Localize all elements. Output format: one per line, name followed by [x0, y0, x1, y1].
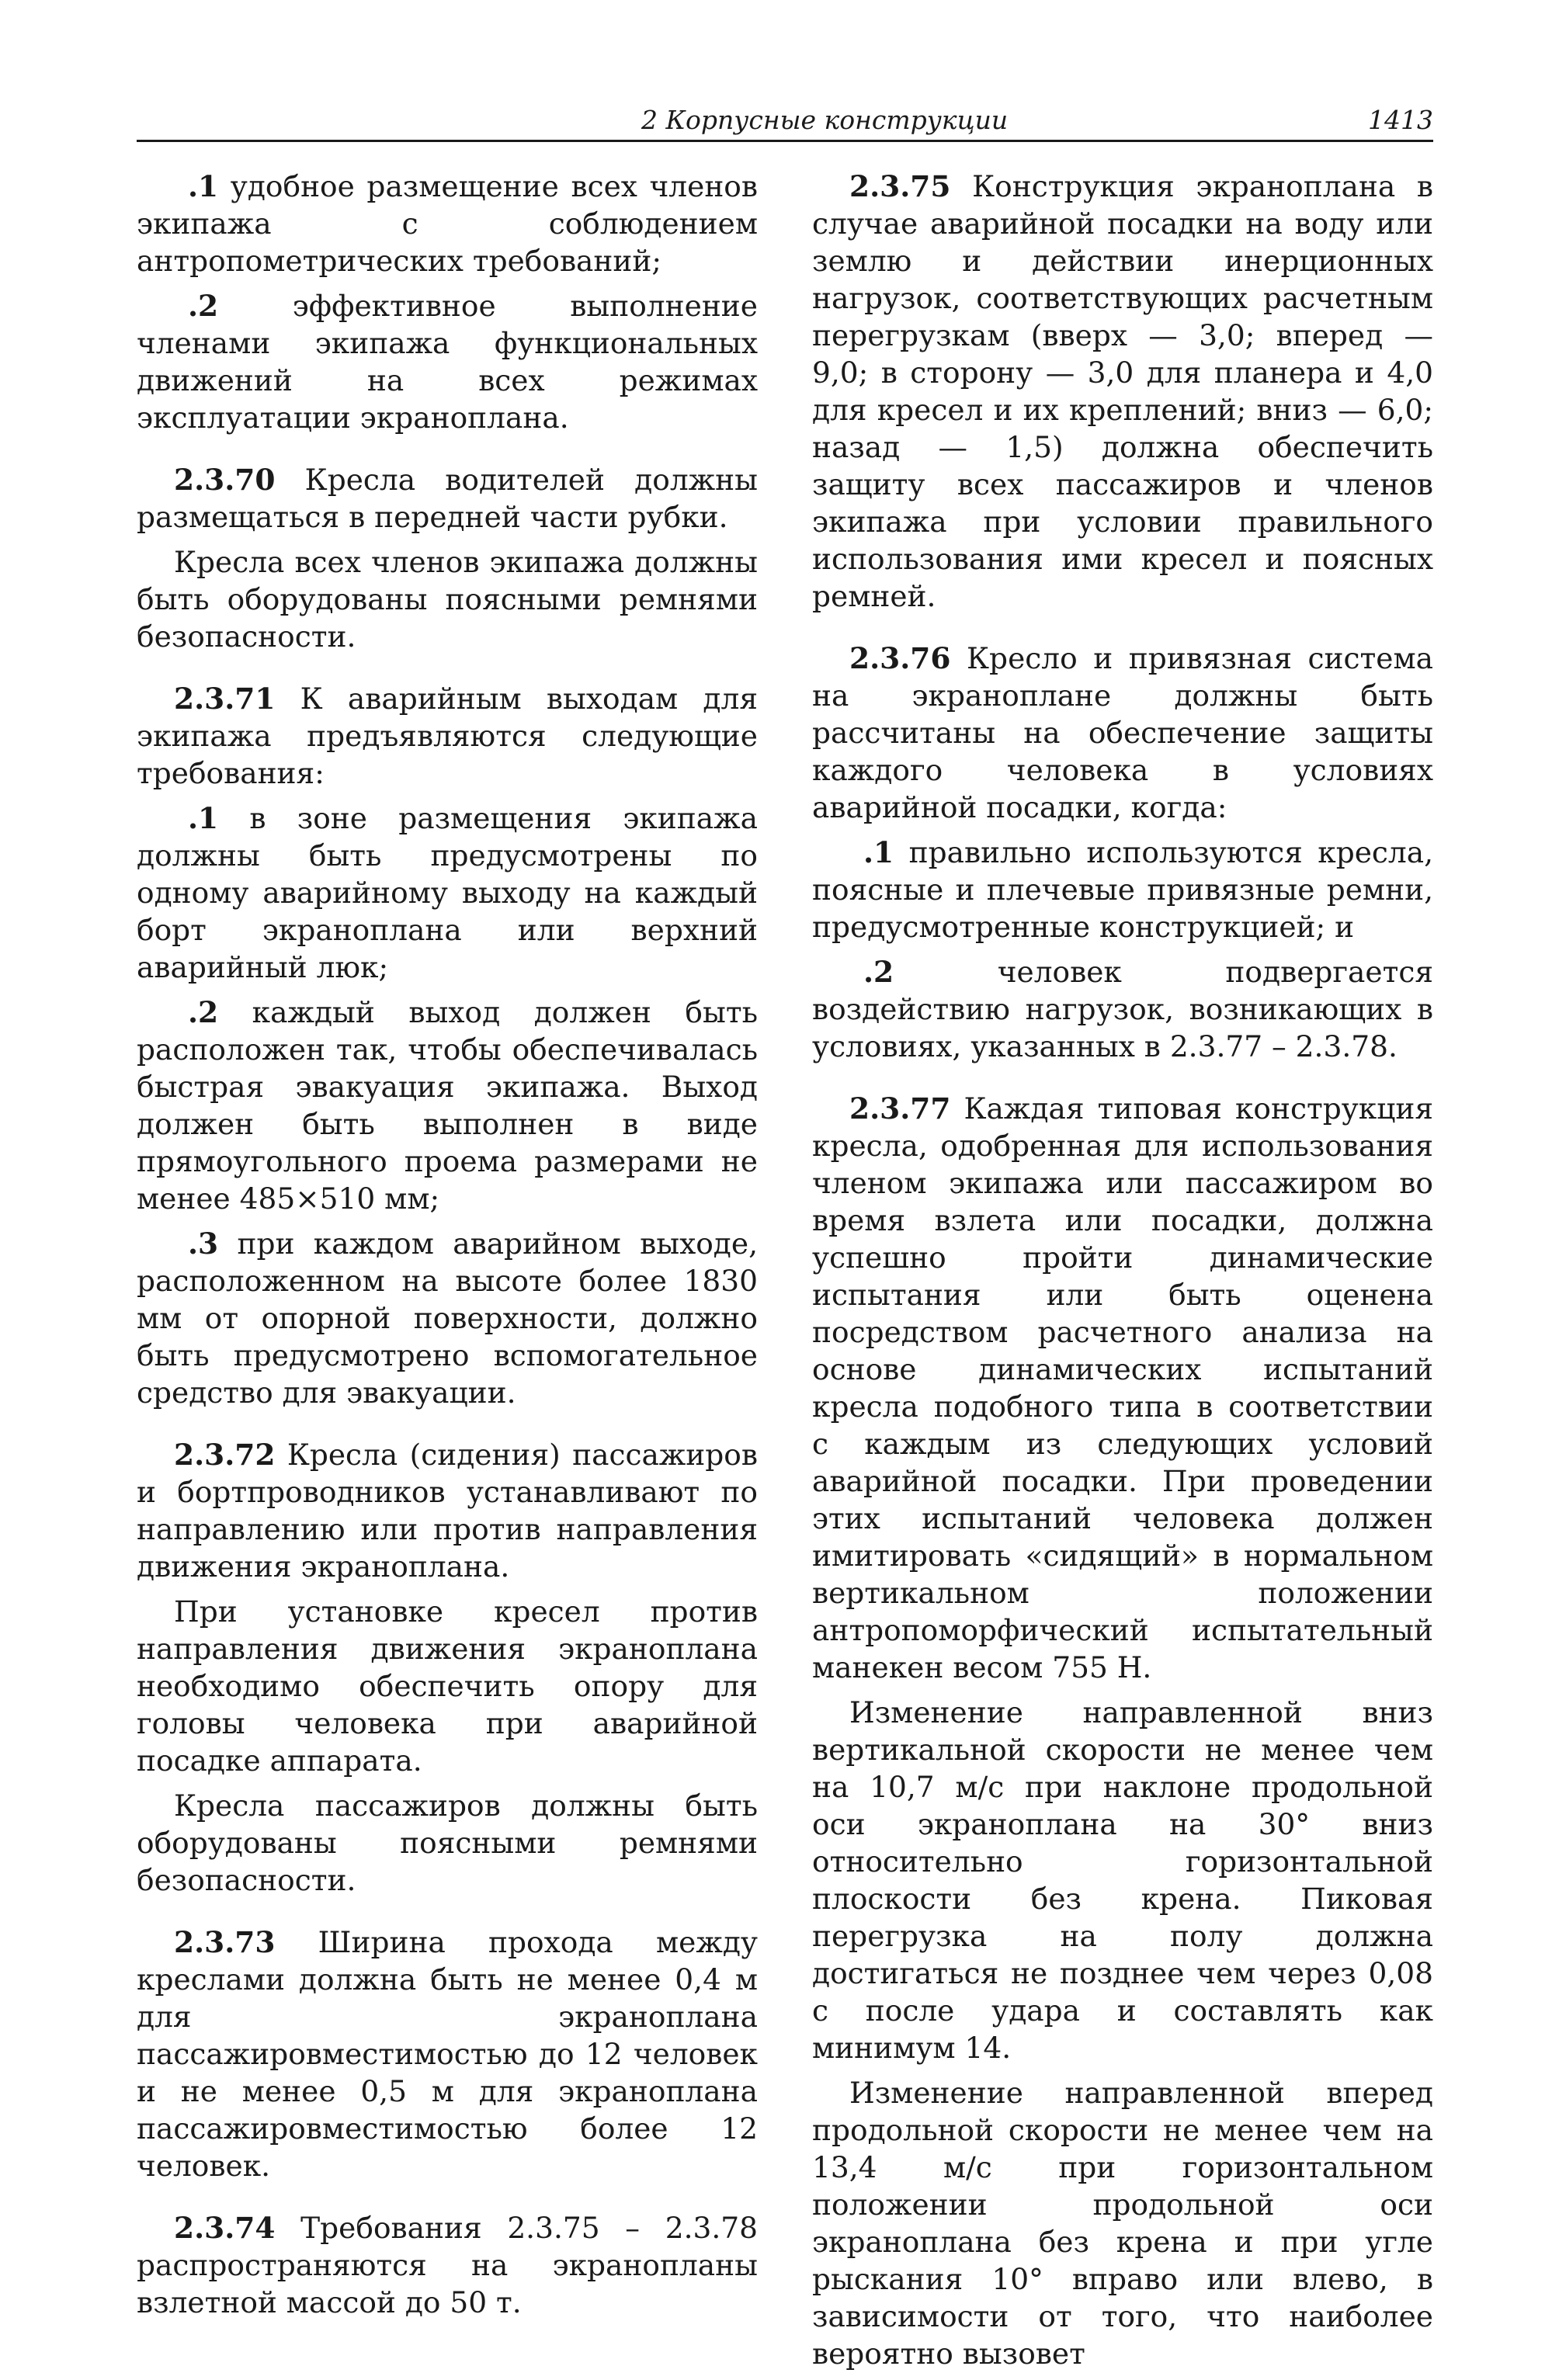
clause-number: 2.3.75 — [849, 169, 951, 203]
clause-text: Кресла всех членов экипажа должны быть оборудованы поясными ремнями безопасности. — [137, 545, 758, 654]
clause-text: Кресла (сидения) пассажиров и бортпроводников устанавливают по направлению или против направления движения экраноплана. — [137, 1438, 758, 1584]
clause-text: эффективное выполнение членами экипажа функциональных движений на всех режимах эксплуатации экраноплана. — [137, 289, 758, 435]
clause-text: Требования 2.3.75 – 2.3.78 распространяются на экранопланы взлетной массой до 50 т. — [137, 2211, 758, 2319]
clause-paragraph — [812, 640, 1433, 826]
clause-text: К аварийным выходам для экипажа предъявляются следующие требования: — [137, 682, 758, 790]
clause-number: .3 — [188, 1226, 219, 1261]
sub-clause — [812, 953, 1433, 1065]
clause-text: Кресла пассажиров должны быть оборудованы поясными ремнями безопасности. — [137, 1788, 758, 1897]
clause-text: Ширина прохода между креслами должна быть не менее 0,4 м для экраноплана пассажировместимостью до 12 человек и не менее 0,5 м для экраноплана пассажировместимостью более 12 человек. — [137, 1925, 758, 2183]
left-column — [137, 168, 758, 2329]
clause-text: каждый выход должен быть расположен так, чтобы обеспечивалась быстрая эвакуация экипажа. Выход должен быть выполнен в виде прямоугольного проема размерами не менее 485×510 мм; — [137, 995, 758, 1216]
paragraph — [812, 2074, 1433, 2372]
clause-paragraph — [137, 2209, 758, 2321]
sub-clause — [137, 1225, 758, 1411]
clause-text: Кресло и привязная система на экраноплане должны быть рассчитаны на обеспечение защиты каждого человека в условиях аварийной посадки, когда: — [812, 641, 1433, 824]
clause-number: .2 — [863, 955, 894, 989]
clause-number: 2.3.72 — [174, 1438, 276, 1472]
clause-number: .2 — [188, 995, 219, 1029]
clause-number: .1 — [188, 169, 219, 203]
clause-text: при каждом аварийном выходе, расположенном на высоте более 1830 мм от опорной поверхности, должно быть предусмотрено вспомогательное средство для эвакуации. — [137, 1226, 758, 1410]
clause-paragraph — [812, 168, 1433, 615]
clause-number: 2.3.70 — [174, 463, 276, 497]
paragraph — [137, 543, 758, 655]
sub-clause — [137, 800, 758, 986]
sub-clause — [137, 994, 758, 1217]
clause-text: правильно используются кресла, поясные и плечевые привязные ремни, предусмотренные конструкцией; и — [812, 835, 1433, 944]
clause-text: Изменение направленной вперед продольной скорости не менее чем на 13,4 м/с при горизонтальном положении продольной оси экраноплана без крена и при угле рыскания 10° вправо или влево, в зависимости от того, что наиболее вероятно вызовет — [812, 2076, 1433, 2371]
sub-clause — [812, 834, 1433, 945]
clause-text: Изменение направленной вниз вертикальной скорости не менее чем на 10,7 м/с при наклоне продольной оси экраноплана на 30° вниз относительно горизонтальной плоскости без крена. Пиковая перегрузка на полу должна достигаться не позднее чем через 0,08 с после удара и составлять как минимум 14. — [812, 1695, 1433, 2065]
paragraph — [137, 1593, 758, 1779]
clause-number: 2.3.73 — [174, 1925, 276, 1959]
right-column — [812, 168, 1433, 2380]
paragraph — [812, 1694, 1433, 2066]
page-header — [137, 101, 1433, 142]
clause-paragraph — [137, 680, 758, 792]
clause-text: Кресла водителей должны размещаться в передней части рубки. — [137, 463, 758, 534]
clause-paragraph — [137, 461, 758, 536]
clause-text: человек подвергается воздействию нагрузок, возникающих в условиях, указанных в 2.3.77 – 2.3.78. — [812, 955, 1433, 1063]
clause-text: Каждая типовая конструкция кресла, одобренная для использования членом экипажа или пассажиром во время взлета или посадки, должна успешно пройти динамические испытания или быть оценена посредством расчетного анализа на основе динамических испытаний кресла подобного типа в соответствии с каждым из следующих условий аварийной посадки. При проведении этих испытаний человека должен имитировать «сидящий» в нормальном вертикальном положении антропоморфический испытательный манекен весом 755 Н. — [812, 1091, 1433, 1684]
clause-paragraph — [137, 1924, 758, 2184]
paragraph — [137, 1787, 758, 1899]
clause-number: .2 — [188, 289, 219, 323]
clause-number: 2.3.77 — [849, 1091, 951, 1126]
clause-number: 2.3.71 — [174, 682, 276, 716]
clause-text: При установке кресел против направления движения экраноплана необходимо обеспечить опору для головы человека при аварийной посадке аппарата. — [137, 1594, 758, 1778]
clause-paragraph — [812, 1090, 1433, 1686]
sub-clause — [137, 168, 758, 279]
clause-paragraph — [137, 1436, 758, 1585]
clause-number: 2.3.76 — [849, 641, 951, 675]
clause-text: Конструкция экраноплана в случае аварийной посадки на воду или землю и действии инерционных нагрузок, соответствующих расчетным перегрузкам (вверх — 3,0; вперед — 9,0; в сторону — 3,0 для планера и 4,0 для кресел и их креплений; вниз — 6,0; назад — 1,5) должна обеспечить защиту всех пассажиров и членов экипажа при условии правильного использования ими кресел и поясных ремней. — [812, 169, 1433, 613]
clause-number: .1 — [863, 835, 894, 869]
sub-clause — [137, 287, 758, 436]
page-number: 1413 — [1368, 105, 1433, 135]
clause-number: 2.3.74 — [174, 2211, 276, 2245]
clause-number: .1 — [188, 801, 219, 835]
clause-text: в зоне размещения экипажа должны быть предусмотрены по одному аварийному выходу на каждый борт экраноплана или верхний аварийный люк; — [137, 801, 758, 984]
chapter-title: 2 Корпусные конструкции — [641, 105, 1009, 135]
clause-text: удобное размещение всех членов экипажа с соблюдением антропометрических требований; — [137, 169, 758, 278]
